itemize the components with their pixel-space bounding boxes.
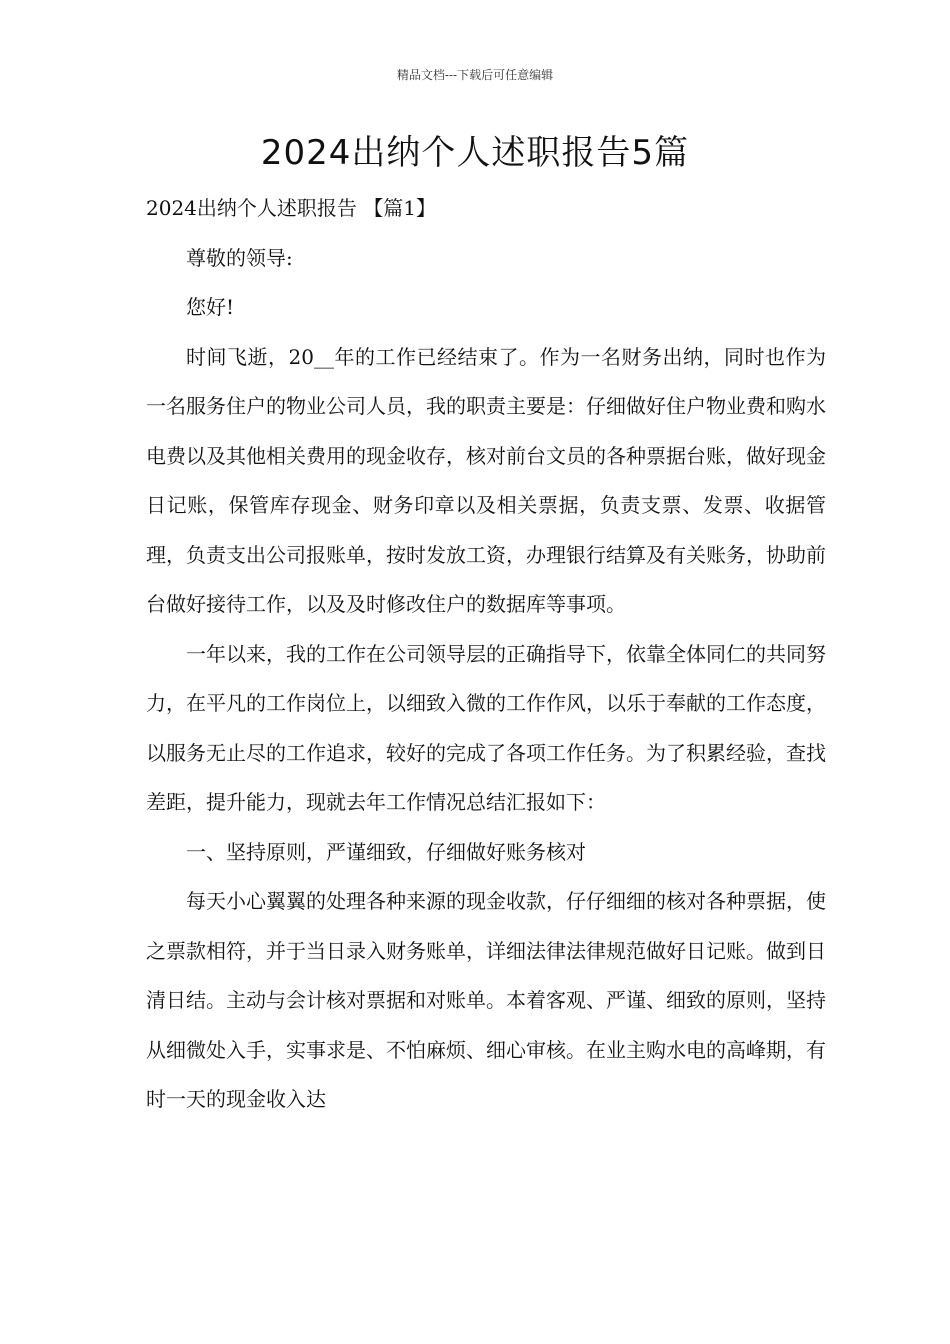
section-heading-1: 一、坚持原则，严谨细致，仔细做好账务核对	[186, 839, 586, 864]
document-title: 2024出纳个人述职报告5篇	[260, 133, 690, 173]
greeting: 您好!	[186, 295, 235, 319]
document-body	[146, 184, 826, 1125]
header-note: 精品文档---下载后可任意编辑	[396, 68, 554, 82]
paragraph-summary: 一年以来，我的工作在公司领导层的正确指导下，依靠全体同仁的共同努力，在平凡的工作岗位上，以细致入微的工作作风，以乐于奉献的工作态度，以服务无止尽的工作追求，较好的完成了各项工作任务。为了积累经验，查找差距，提升能力，现就去年工作情况总结汇报如下：	[146, 641, 826, 814]
paragraph-accounting: 每天小心翼翼的处理各种来源的现金收款，仔仔细细的核对各种票据，使之票款相符，并于当日录入财务账单，详细法律法律规范做好日记账。做到日清日结。主动与会计核对票据和对账单。本着客观、严谨、细致的原则，坚持从细微处入手，实事求是、不怕麻烦、细心审核。在业主购水电的高峰期，有时一天的现金收入达	[146, 889, 826, 1111]
salutation: 尊敬的领导:	[186, 245, 293, 270]
section-subtitle: 2024出纳个人述职报告 【篇1】	[146, 196, 436, 220]
paragraph-duties: 时间飞逝，20__年的工作已经结束了。作为一名财务出纳，同时也作为一名服务住户的物业公司人员，我的职责主要是：仔细做好住户物业费和购水电费以及其他相关费用的现金收存，核对前台文员的各种票据台账，做好现金日记账，保管库存现金、财务印章以及相关票据，负责支票、发票、收据管理，负责支出公司报账单，按时发放工资，办理银行结算及有关账务，协助前台做好接待工作，以及及时修改住户的数据库等事项。	[146, 344, 826, 616]
